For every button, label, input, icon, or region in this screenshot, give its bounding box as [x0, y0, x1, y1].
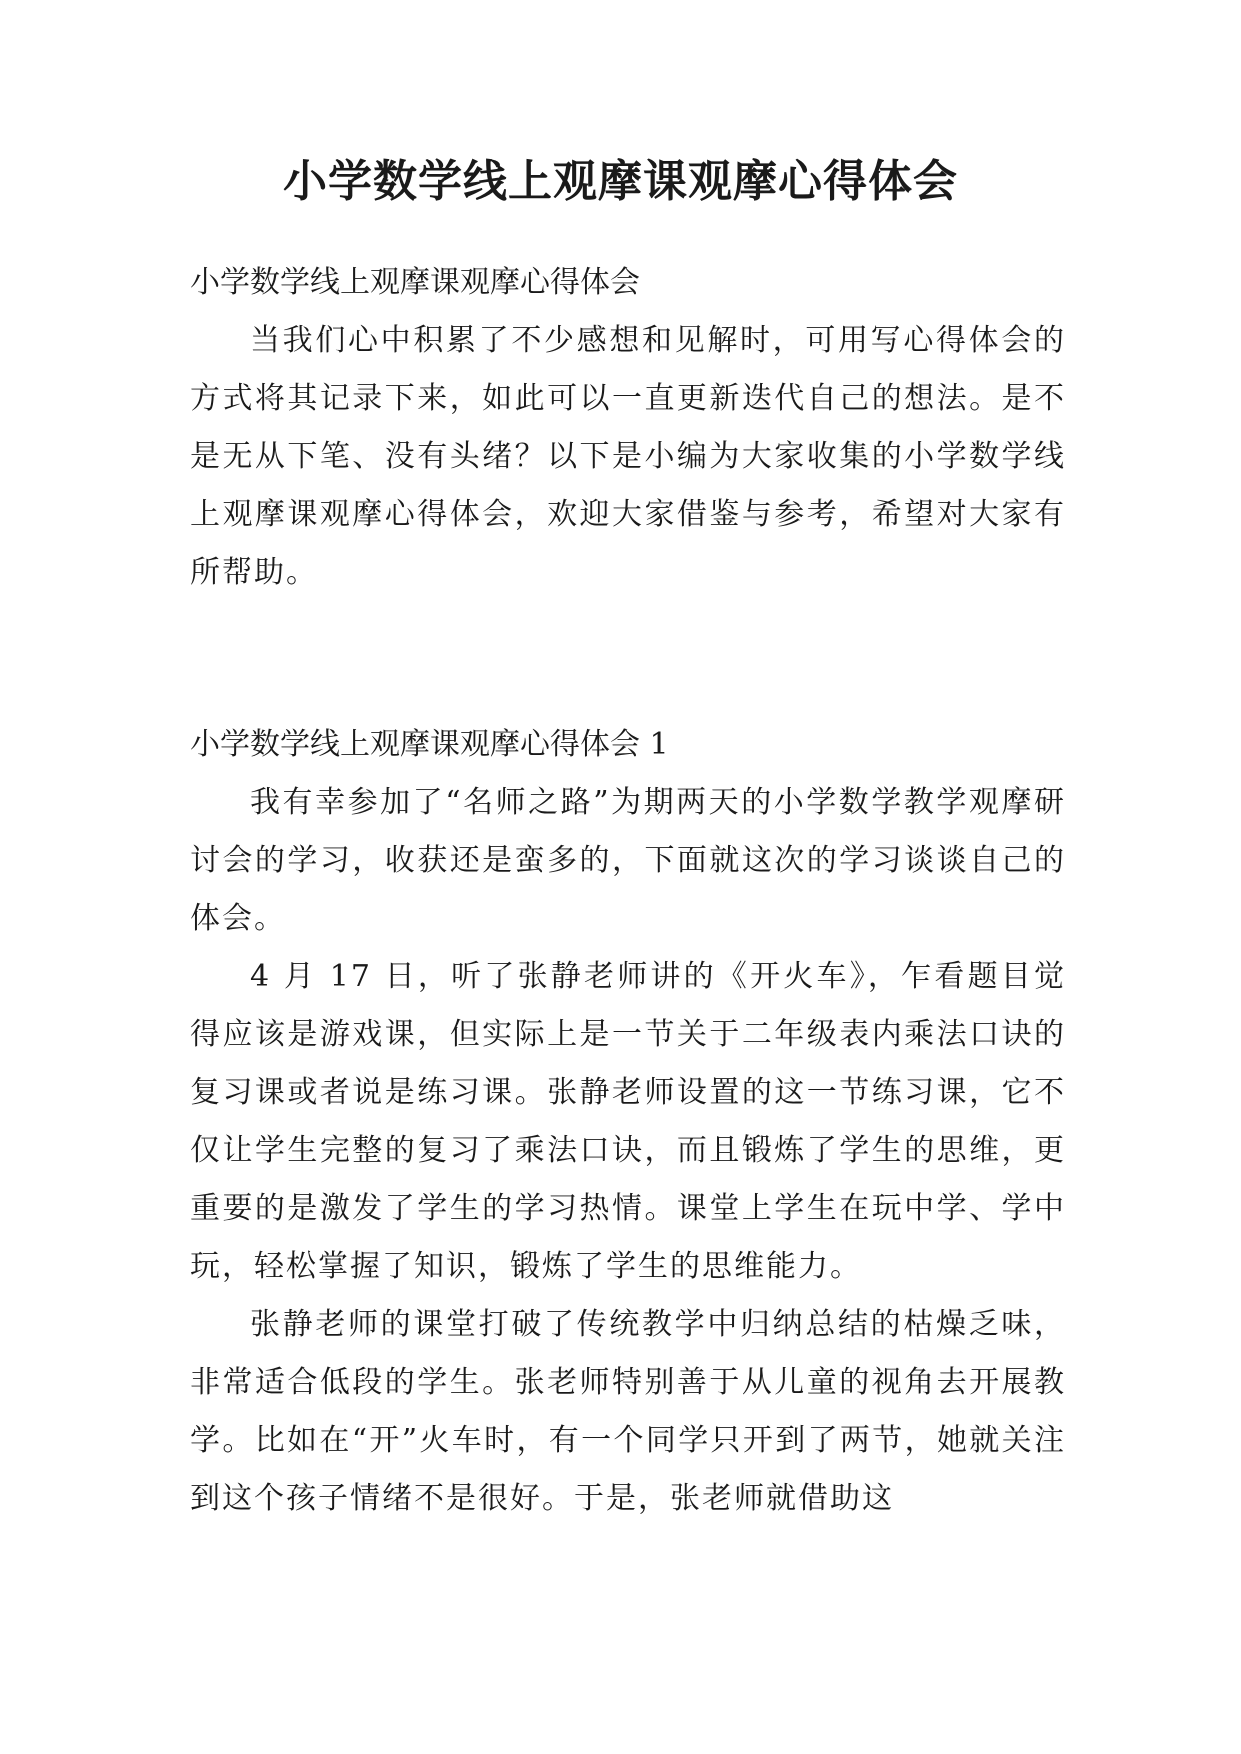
- section-1-paragraph-1: 我有幸参加了“名师之路”为期两天的小学数学教学观摩研讨会的学习，收获还是蛮多的，下面就这次的学习谈谈自己的体会。: [190, 785, 1066, 936]
- section-1: [190, 716, 1066, 1528]
- intro-heading: 小学数学线上观摩课观摩心得体会: [190, 265, 640, 300]
- intro-paragraph: 当我们心中积累了不少感想和见解时，可用写心得体会的方式将其记录下来，如此可以一直更新迭代自己的想法。是不是无从下笔、没有头绪？以下是小编为大家收集的小学数学线上观摩课观摩心得体会，欢迎大家借鉴与参考，希望对大家有所帮助。: [190, 323, 1066, 590]
- intro-section: [190, 254, 1066, 602]
- section-1-paragraph-3: 张静老师的课堂打破了传统教学中归纳总结的枯燥乏味，非常适合低段的学生。张老师特别善于从儿童的视角去开展教学。比如在“开”火车时，有一个同学只开到了两节，她就关注到这个孩子情绪不是很好。于是，张老师就借助这: [190, 1307, 1066, 1516]
- section-1-heading: 小学数学线上观摩课观摩心得体会 1: [190, 727, 669, 762]
- document-title: 小学数学线上观摩课观摩心得体会: [283, 156, 958, 207]
- section-1-paragraph-2: 4 月 17 日，听了张静老师讲的《开火车》，乍看题目觉得应该是游戏课，但实际上是一节关于二年级表内乘法口诀的复习课或者说是练习课。张静老师设置的这一节练习课，它不仅让学生完整的复习了乘法口诀，而且锻炼了学生的思维，更重要的是激发了学生的学习热情。课堂上学生在玩中学、学中玩，轻松掌握了知识，锻炼了学生的思维能力。: [190, 959, 1066, 1284]
